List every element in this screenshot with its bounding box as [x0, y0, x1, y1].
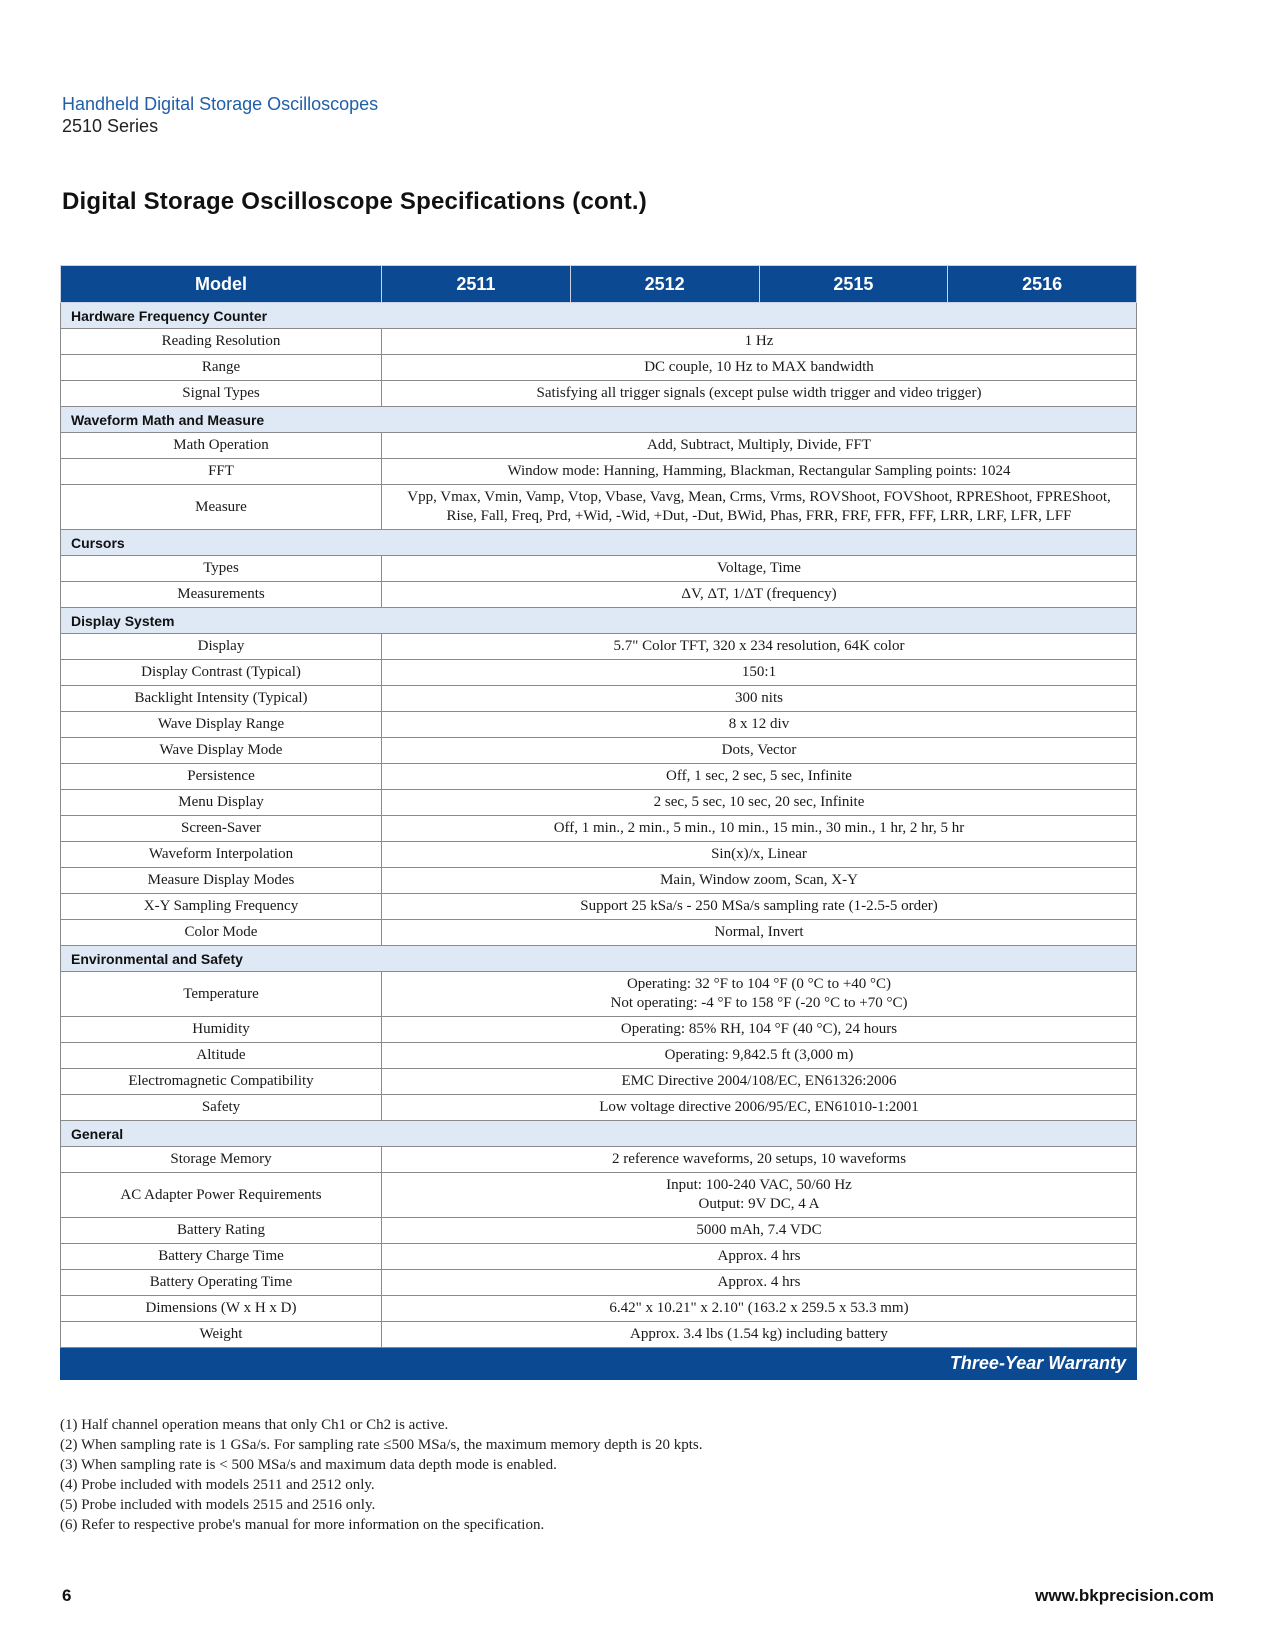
spec-value [382, 329, 1137, 355]
spec-table [60, 265, 1137, 1380]
table-row [61, 790, 1137, 816]
spec-value-line: Operating: 9,842.5 ft (3,000 m) [664, 1047, 854, 1063]
table-row [61, 842, 1137, 868]
document-header-series: 2510 Series [62, 116, 159, 136]
column-header-2515: 2515 [759, 266, 948, 303]
footnotes [60, 1415, 1160, 1535]
spec-label: Battery Rating [61, 1218, 382, 1244]
page-number: 6 [62, 1586, 72, 1605]
table-row [61, 686, 1137, 712]
column-header-2512: 2512 [570, 266, 759, 303]
spec-value-line: Approx. 4 hrs [717, 1274, 801, 1290]
spec-label: Signal Types [61, 381, 382, 407]
spec-label: Waveform Interpolation [61, 842, 382, 868]
table-row [61, 1218, 1137, 1244]
spec-value [382, 868, 1137, 894]
spec-value [382, 660, 1137, 686]
website-link[interactable]: www.bkprecision.com [1035, 1586, 1214, 1605]
spec-value-line: Off, 1 sec, 2 sec, 5 sec, Infinite [666, 768, 852, 784]
spec-label: AC Adapter Power Requirements [61, 1173, 382, 1218]
spec-label: Reading Resolution [61, 329, 382, 355]
spec-label: Battery Charge Time [61, 1244, 382, 1270]
spec-value-line: Support 25 kSa/s - 250 MSa/s sampling rate (1-2.5-5 order) [580, 898, 938, 914]
table-row [61, 816, 1137, 842]
section-title: Display System [61, 608, 1137, 634]
spec-label: Menu Display [61, 790, 382, 816]
table-row [61, 894, 1137, 920]
spec-value [382, 556, 1137, 582]
spec-value-line: 2 reference waveforms, 20 setups, 10 waveforms [611, 1151, 907, 1167]
spec-label: Altitude [61, 1043, 382, 1069]
spec-value [382, 1218, 1137, 1244]
spec-label: Wave Display Range [61, 712, 382, 738]
spec-label: Persistence [61, 764, 382, 790]
page-title: Digital Storage Oscilloscope Specifications (cont.) [62, 188, 647, 215]
spec-value-line: Vpp, Vmax, Vmin, Vamp, Vtop, Vbase, Vavg, Mean, Crms, Vrms, ROVShoot, FOVShoot, RPREShoot, FPREShoot, [407, 489, 1111, 505]
spec-label: Display [61, 634, 382, 660]
spec-value [382, 894, 1137, 920]
table-row [61, 764, 1137, 790]
spec-label: Range [61, 355, 382, 381]
table-row [61, 1244, 1137, 1270]
spec-value-line: Operating: 32 °F to 104 °F (0 °C to +40 °C) [626, 976, 892, 992]
spec-value [382, 381, 1137, 407]
table-row [61, 329, 1137, 355]
section-title: Cursors [61, 530, 1137, 556]
table-row [61, 381, 1137, 407]
spec-value-line: ΔV, ΔT, 1/ΔT (frequency) [681, 586, 837, 602]
table-row [61, 582, 1137, 608]
spec-value [382, 1173, 1137, 1218]
spec-value [382, 1244, 1137, 1270]
table-row [61, 1173, 1137, 1218]
table-row [61, 459, 1137, 485]
spec-label: Wave Display Mode [61, 738, 382, 764]
spec-label: Color Mode [61, 920, 382, 946]
spec-value-line: 1 Hz [744, 333, 774, 349]
spec-value [382, 738, 1137, 764]
table-row [61, 1147, 1137, 1173]
spec-value-line: Low voltage directive 2006/95/EC, EN61010-1:2001 [599, 1099, 919, 1115]
spec-value [382, 1017, 1137, 1043]
spec-value-line: Voltage, Time [717, 560, 801, 576]
table-row [61, 868, 1137, 894]
spec-label: Battery Operating Time [61, 1270, 382, 1296]
table-row [61, 433, 1137, 459]
spec-value-line: Satisfying all trigger signals (except pulse width trigger and video trigger) [536, 385, 982, 401]
section-header-row [61, 1121, 1137, 1147]
table-row [61, 660, 1137, 686]
spec-value-line: Input: 100-240 VAC, 50/60 Hz [666, 1177, 852, 1193]
document-header-title: Handheld Digital Storage Oscilloscopes [62, 94, 379, 114]
spec-label: Storage Memory [61, 1147, 382, 1173]
table-row [61, 1296, 1137, 1322]
spec-value [382, 790, 1137, 816]
spec-label: Temperature [61, 972, 382, 1017]
spec-value [382, 1147, 1137, 1173]
spec-label: Backlight Intensity (Typical) [61, 686, 382, 712]
spec-table-body [61, 303, 1137, 1348]
spec-value-line: Approx. 4 hrs [717, 1248, 801, 1264]
footnote: (4) Probe included with models 2511 and 2512 only. [60, 1477, 375, 1493]
spec-value-line: Add, Subtract, Multiply, Divide, FFT [646, 437, 872, 453]
spec-label: Weight [61, 1322, 382, 1348]
spec-value-line: 2 sec, 5 sec, 10 sec, 20 sec, Infinite [653, 794, 865, 810]
section-header-row [61, 608, 1137, 634]
spec-value [382, 355, 1137, 381]
spec-label: X-Y Sampling Frequency [61, 894, 382, 920]
spec-label: FFT [61, 459, 382, 485]
column-header-model: Model [61, 266, 382, 303]
spec-value [382, 1043, 1137, 1069]
spec-value-line: Normal, Invert [714, 924, 804, 940]
spec-value [382, 816, 1137, 842]
spec-value [382, 1296, 1137, 1322]
spec-value [382, 459, 1137, 485]
section-title: Hardware Frequency Counter [61, 303, 1137, 329]
warranty-label: Three-Year Warranty [61, 1348, 1137, 1380]
spec-value-line: 8 x 12 div [728, 716, 790, 732]
spec-value-line: Approx. 3.4 lbs (1.54 kg) including battery [630, 1326, 888, 1342]
spec-value [382, 1322, 1137, 1348]
table-header-row [61, 266, 1137, 303]
spec-label: Measure Display Modes [61, 868, 382, 894]
table-row [61, 712, 1137, 738]
spec-value-line: 150:1 [741, 664, 777, 680]
spec-label: Measure [61, 485, 382, 530]
column-header-2511: 2511 [382, 266, 571, 303]
spec-label: Math Operation [61, 433, 382, 459]
section-title: Waveform Math and Measure [61, 407, 1137, 433]
table-row [61, 355, 1137, 381]
spec-label: Types [61, 556, 382, 582]
spec-value-line: Window mode: Hanning, Hamming, Blackman, Rectangular Sampling points: 1024 [507, 463, 1011, 479]
table-row [61, 485, 1137, 530]
table-row [61, 972, 1137, 1017]
footnote: (3) When sampling rate is < 500 MSa/s and maximum data depth mode is enabled. [60, 1457, 557, 1473]
spec-value [382, 1095, 1137, 1121]
spec-value-line: Operating: 85% RH, 104 °F (40 °C), 24 hours [620, 1021, 898, 1037]
spec-value-line: 5.7" Color TFT, 320 x 234 resolution, 64K color [613, 638, 905, 654]
table-row [61, 1069, 1137, 1095]
table-row [61, 1095, 1137, 1121]
spec-label: Safety [61, 1095, 382, 1121]
spec-value-line: DC couple, 10 Hz to MAX bandwidth [644, 359, 874, 375]
footnote: (5) Probe included with models 2515 and 2516 only. [60, 1497, 376, 1513]
spec-label: Measurements [61, 582, 382, 608]
section-header-row [61, 303, 1137, 329]
section-header-row [61, 407, 1137, 433]
section-header-row [61, 946, 1137, 972]
table-row [61, 1270, 1137, 1296]
column-header-2516: 2516 [948, 266, 1137, 303]
spec-value-line: 5000 mAh, 7.4 VDC [696, 1222, 822, 1238]
spec-label: Display Contrast (Typical) [61, 660, 382, 686]
spec-value [382, 1270, 1137, 1296]
spec-value [382, 1069, 1137, 1095]
spec-label: Screen-Saver [61, 816, 382, 842]
footnote: (6) Refer to respective probe's manual for more information on the specification. [60, 1517, 545, 1533]
spec-value [382, 842, 1137, 868]
table-row [61, 738, 1137, 764]
section-title: General [61, 1121, 1137, 1147]
spec-label: Electromagnetic Compatibility [61, 1069, 382, 1095]
spec-value [382, 485, 1137, 530]
spec-value [382, 972, 1137, 1017]
spec-value-line: 300 nits [735, 690, 783, 706]
footnote: (2) When sampling rate is 1 GSa/s. For sampling rate ≤500 MSa/s, the maximum memory depth is 20 kpts. [60, 1437, 703, 1453]
table-row [61, 1322, 1137, 1348]
spec-value-line: 6.42" x 10.21" x 2.10" (163.2 x 259.5 x 53.3 mm) [609, 1300, 909, 1316]
spec-value-line: Output: 9V DC, 4 A [698, 1196, 820, 1212]
table-row [61, 1043, 1137, 1069]
table-row [61, 556, 1137, 582]
spec-value-line: Main, Window zoom, Scan, X-Y [660, 872, 858, 888]
spec-label: Humidity [61, 1017, 382, 1043]
warranty-row [61, 1348, 1137, 1380]
table-row [61, 920, 1137, 946]
spec-value [382, 433, 1137, 459]
spec-value [382, 582, 1137, 608]
footnote: (1) Half channel operation means that only Ch1 or Ch2 is active. [60, 1417, 449, 1433]
spec-value [382, 634, 1137, 660]
spec-value [382, 764, 1137, 790]
spec-label: Dimensions (W x H x D) [61, 1296, 382, 1322]
spec-value-line: EMC Directive 2004/108/EC, EN61326:2006 [621, 1073, 897, 1089]
spec-value-line: Off, 1 min., 2 min., 5 min., 10 min., 15 min., 30 min., 1 hr, 2 hr, 5 hr [553, 820, 965, 836]
table-row [61, 634, 1137, 660]
section-title: Environmental and Safety [61, 946, 1137, 972]
spec-value [382, 920, 1137, 946]
section-header-row [61, 530, 1137, 556]
table-row [61, 1017, 1137, 1043]
spec-value [382, 712, 1137, 738]
spec-value-line: Rise, Fall, Freq, Prd, +Wid, -Wid, +Dut, -Dut, BWid, Phas, FRR, FRF, FFR, FFF, LRR, LRF, LFR, LFF [446, 508, 1072, 524]
spec-value-line: Not operating: -4 °F to 158 °F (-20 °C to +70 °C) [610, 995, 908, 1011]
spec-value [382, 686, 1137, 712]
spec-value-line: Sin(x)/x, Linear [711, 846, 807, 862]
spec-value-line: Dots, Vector [721, 742, 797, 758]
